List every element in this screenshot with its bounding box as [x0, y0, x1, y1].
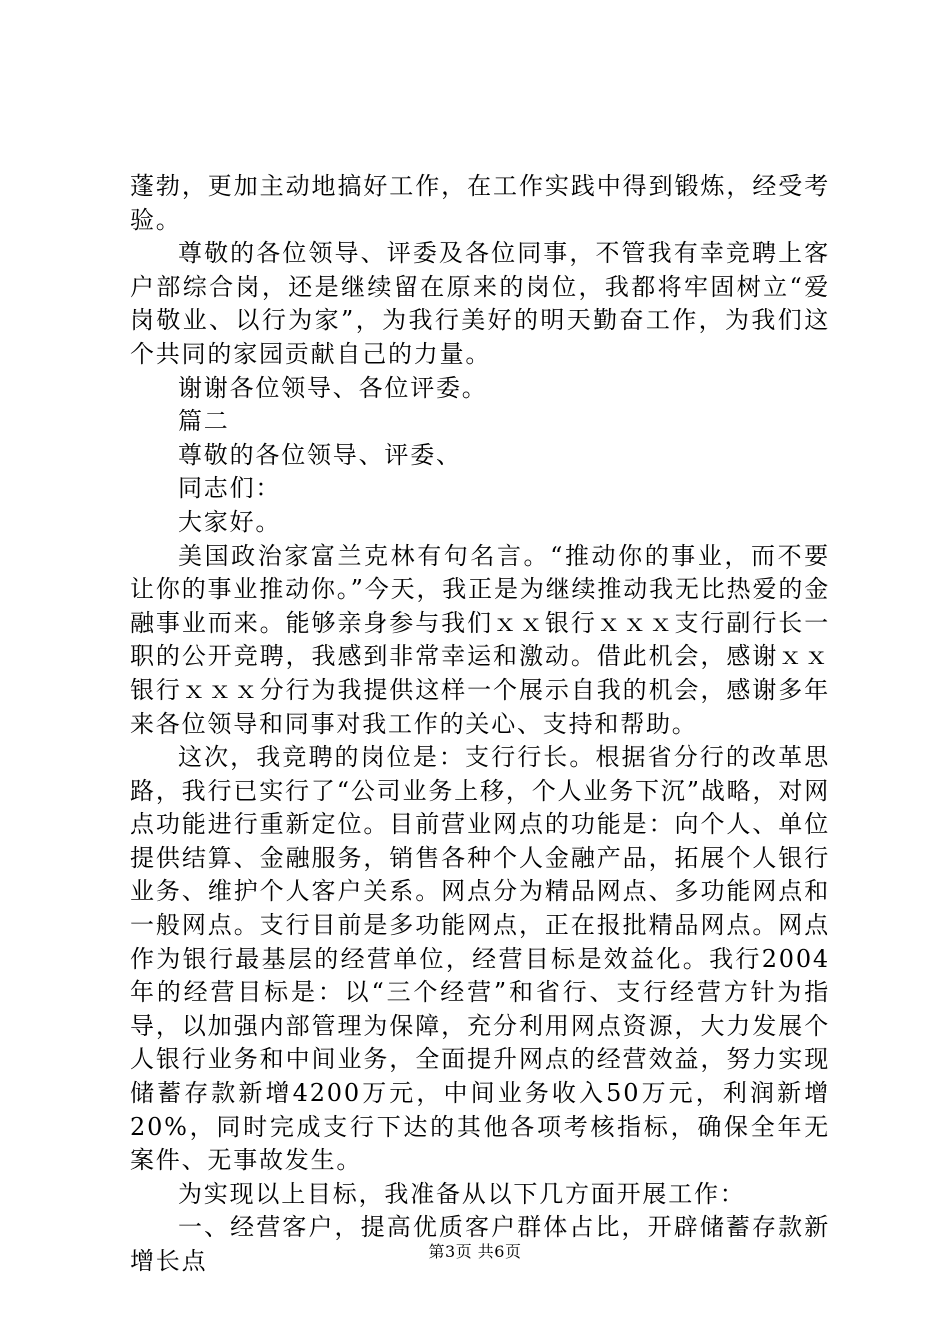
paragraph-plan-item-1: 一、经营客户，提高优质客户群体占比，开辟储蓄存款新增长点 [130, 1213, 830, 1275]
salutation-leaders: 尊敬的各位领导、评委、 [178, 440, 462, 469]
paragraph-introduction: 美国政治家富兰克林有句名言。“推动你的事业，而不要让你的事业推动你。”今天，我正是为继续推动我无比热爱的金融事业而来。能够亲身参与我们ｘｘ银行ｘｘｘ支行副行长一职的公开竞聘，我感到非常幸运和激动。借此机会，感谢ｘｘ银行ｘｘｘ分行为我提供这样一个展示自我的机会，感谢多年来各位领导和同事对我工作的关心、支持和帮助。 [130, 541, 830, 738]
paragraph-closing-pledge: 尊敬的各位领导、评委及各位同事，不管我有幸竞聘上客户部综合岗，还是继续留在原来的岗位，我都将牢固树立“爱岗敬业、以行为家”，为我行美好的明天勤奋工作，为我们这个共同的家园贡献自己的力量。 [130, 239, 830, 368]
greeting: 大家好。 [178, 507, 282, 536]
paragraph-thanks: 谢谢各位领导、各位评委。 [178, 373, 488, 402]
paragraph-continuation: 蓬勃，更加主动地搞好工作，在工作实践中得到锻炼，经受考验。 [130, 172, 830, 234]
section-heading: 篇二 [178, 407, 230, 436]
paragraph-position-goals: 这次，我竞聘的岗位是：支行行长。根据省分行的改革思路，我行已实行了“公司业务上移，个人业务下沉”战略，对网点功能进行重新定位。目前营业网点的功能是：向个人、单位提供结算、金融服务，销售各种个人金融产品，拓展个人银行业务、维护个人客户关系。网点分为精品网点、多功能网点和一般网点。支行目前是多功能网点，正在报批精品网点。网点作为银行最基层的经营单位，经营目标是效益化。我行2004年的经营目标是：以“三个经营”和省行、支行经营方针为指导，以加强内部管理为保障，充分利用网点资源，大力发展个人银行业务和中间业务，全面提升网点的经营效益，努力实现储蓄存款新增4200万元，中间业务收入50万元，利润新增20%，同时完成支行下达的其他各项考核指标，确保全年无案件、无事故发生。 [130, 743, 830, 1175]
page-number-footer: 第3页 共6页 [428, 1242, 522, 1261]
salutation-comrades: 同志们： [178, 474, 282, 503]
document-body [130, 170, 830, 1279]
paragraph-plan-intro: 为实现以上目标，我准备从以下几方面开展工作： [178, 1179, 746, 1208]
